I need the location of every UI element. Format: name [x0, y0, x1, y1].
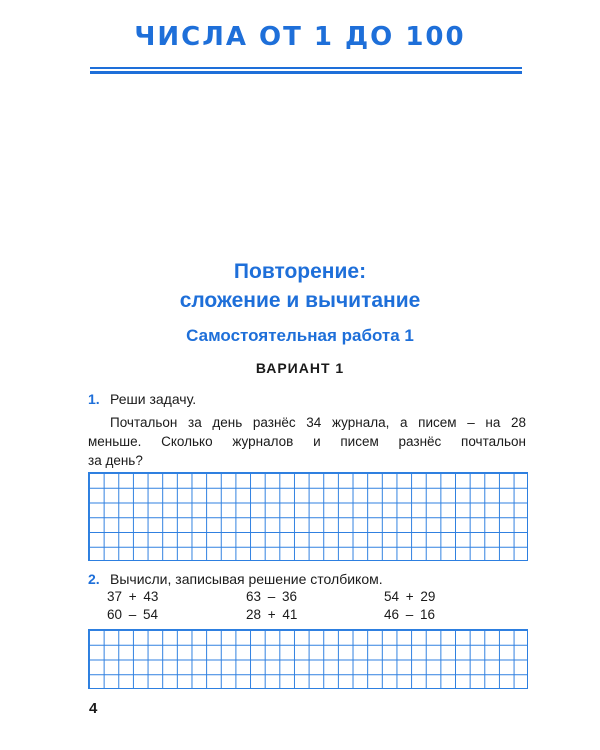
variant-label: ВАРИАНТ 1 [255, 360, 345, 376]
page-number: 4 [89, 700, 98, 717]
task-1-text-line3: за день? [88, 453, 143, 468]
answer-grid-task-1[interactable] [88, 472, 528, 561]
expression-5: 28 + 41 [246, 607, 298, 622]
task-2-number: 2. [88, 571, 100, 587]
expression-4: 60 – 54 [107, 607, 159, 622]
answer-grid-task-2[interactable] [88, 629, 528, 689]
task-1-problem [88, 413, 526, 470]
expression-1: 37 + 43 [107, 589, 159, 604]
task-2-instruction: Вычисли, записывая решение столбиком. [110, 571, 383, 587]
expression-2: 63 – 36 [246, 589, 298, 604]
lesson-title-line1: Повторение: [233, 260, 367, 283]
task-1-text-line1: Почтальон за день разнёс 34 журнала, а писем – на 28 [110, 415, 526, 430]
header-rule-thick [90, 71, 522, 74]
expression-6: 46 – 16 [384, 607, 436, 622]
task-1-number: 1. [88, 391, 100, 407]
work-title: Самостоятельная работа 1 [186, 326, 414, 345]
expression-3: 54 + 29 [384, 589, 436, 604]
task-1-instruction: Реши задачу. [110, 391, 197, 407]
lesson-title-line2: сложение и вычитание [179, 289, 421, 312]
chapter-title: ЧИСЛА ОТ 1 ДО 100 [134, 22, 466, 52]
lesson-title [0, 257, 600, 315]
task-1-text-line2: меньше. Сколько журналов и писем разнёс почтальон [88, 434, 526, 449]
header-rule-thin [90, 67, 522, 69]
